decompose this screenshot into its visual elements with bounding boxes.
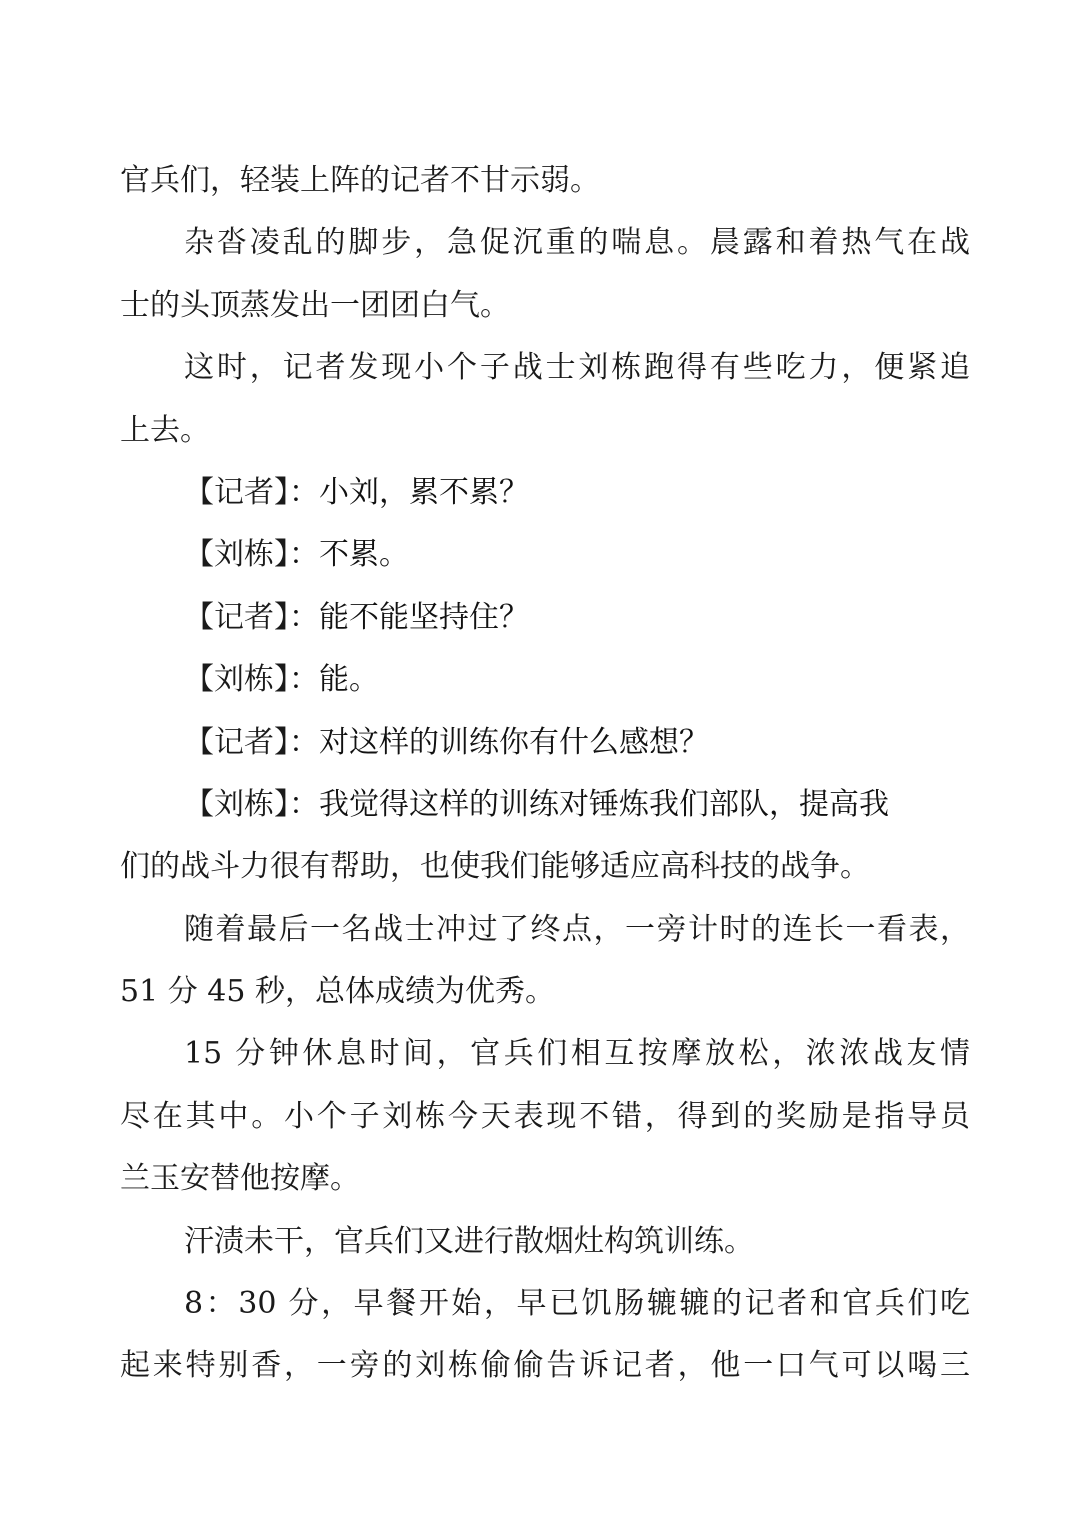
speaker-label: 【刘栋】 — [184, 662, 289, 698]
speaker-separator: ： — [289, 662, 319, 698]
speaker-separator: ： — [289, 599, 319, 635]
paragraph-line: 兰玉安替他按摩。 — [120, 1161, 360, 1197]
speech-text: 我觉得这样的训练对锤炼我们部队，提高我 — [319, 786, 889, 822]
dialogue-line — [120, 524, 970, 586]
dialogue-line — [120, 649, 970, 711]
dialogue-line — [120, 712, 970, 774]
speaker-label: 【记者】 — [184, 724, 289, 760]
dialogue-line — [120, 587, 970, 649]
paragraph-line: 8：30 分，早餐开始，早已饥肠辘辘的记者和官兵们吃 — [184, 1286, 970, 1322]
paragraph-line: 杂沓凌乱的脚步，急促沉重的喘息。晨露和着热气在战 — [184, 225, 970, 261]
speaker-label: 【记者】 — [184, 599, 289, 635]
speaker-label: 【刘栋】 — [184, 537, 289, 573]
speaker-label: 【记者】 — [184, 474, 289, 510]
paragraph-line: 汗渍未干，官兵们又进行散烟灶构筑训练。 — [184, 1223, 754, 1259]
dialogue-line — [120, 774, 970, 836]
speaker-separator: ： — [289, 474, 319, 510]
speaker-separator: ： — [289, 786, 319, 822]
paragraph-line: 士的头顶蒸发出一团团白气。 — [120, 287, 510, 323]
dialogue-continuation: 们的战斗力很有帮助，也使我们能够适应高科技的战争。 — [120, 849, 870, 885]
paragraph-line: 随着最后一名战士冲过了终点，一旁计时的连长一看表， — [184, 911, 970, 947]
speech-text: 不累。 — [319, 537, 409, 573]
paragraph-line: 15 分钟休息时间，官兵们相互按摩放松，浓浓战友情 — [184, 1036, 970, 1072]
paragraph-line: 51 分 45 秒，总体成绩为优秀。 — [120, 974, 555, 1010]
speech-text: 能不能坚持住？ — [319, 599, 529, 635]
speech-text: 小刘，累不累？ — [319, 474, 529, 510]
speaker-separator: ： — [289, 724, 319, 760]
dialogue-line — [120, 462, 970, 524]
paragraph-line: 官兵们，轻装上阵的记者不甘示弱。 — [120, 163, 600, 198]
speech-text: 对这样的训练你有什么感想？ — [319, 724, 709, 760]
speaker-separator: ： — [289, 537, 319, 573]
speaker-label: 【刘栋】 — [184, 786, 289, 822]
speech-text: 能。 — [319, 662, 379, 698]
body-text — [120, 150, 970, 1398]
paragraph-line: 尽在其中。小个子刘栋今天表现不错，得到的奖励是指导员 — [120, 1098, 970, 1134]
paragraph-line: 起来特别香，一旁的刘栋偷偷告诉记者，他一口气可以喝三 — [120, 1348, 970, 1384]
paragraph-line: 这时，记者发现小个子战士刘栋跑得有些吃力，便紧追 — [184, 350, 970, 386]
paragraph-line: 上去。 — [120, 412, 210, 448]
